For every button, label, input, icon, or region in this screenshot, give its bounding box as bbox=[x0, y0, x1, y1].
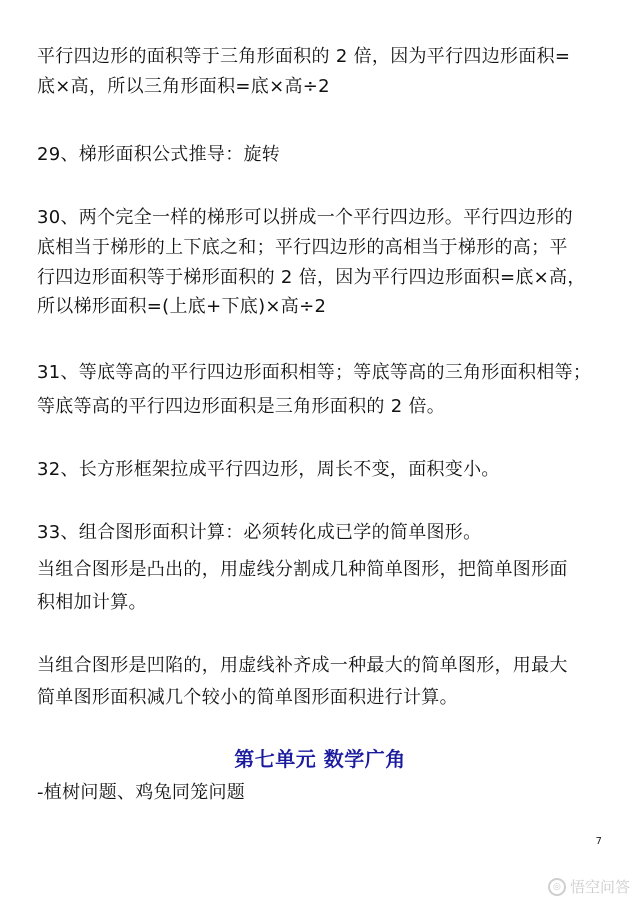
text-line: 简单图形面积减几个较小的简单图形面积进行计算。 bbox=[37, 687, 458, 708]
section-33: 33、组合图形面积计算：必须转化成已学的简单图形。 bbox=[37, 522, 482, 543]
text-line: 当组合图形是凸出的，用虚线分割成几种简单图形，把简单图形面 bbox=[37, 559, 568, 580]
speech-bubble-icon: ◎ bbox=[548, 878, 566, 896]
section-32: 32、长方形框架拉成平行四边形，周长不变，面积变小。 bbox=[37, 459, 500, 480]
watermark bbox=[548, 876, 630, 897]
section-30: 30、两个完全一样的梯形可以拼成一个平行四边形。平行四边形的 bbox=[37, 207, 573, 228]
text-line: 底×高，所以三角形面积=底×高÷2 bbox=[37, 76, 330, 97]
section-29: 29、梯形面积公式推导：旋转 bbox=[37, 144, 281, 165]
watermark-text: 悟空问答 bbox=[569, 878, 630, 896]
text-line: 平行四边形的面积等于三角形面积的 2 倍，因为平行四边形面积= bbox=[37, 46, 571, 67]
page-number: 7 bbox=[595, 836, 602, 847]
unit-heading: 第七单元 数学广角 bbox=[234, 747, 406, 771]
subtopic: -植树问题、鸡兔同笼问题 bbox=[37, 782, 246, 803]
text-line: 等底等高的平行四边形面积是三角形面积的 2 倍。 bbox=[37, 396, 446, 417]
section-31: 31、等底等高的平行四边形面积相等；等底等高的三角形面积相等； bbox=[37, 362, 592, 383]
text-line: 所以梯形面积=(上底+下底)×高÷2 bbox=[37, 296, 327, 317]
text-line: 当组合图形是凹陷的，用虚线补齐成一种最大的简单图形，用最大 bbox=[37, 655, 568, 676]
text-line: 积相加计算。 bbox=[37, 592, 147, 613]
text-line: 行四边形面积等于梯形面积的 2 倍，因为平行四边形面积=底×高， bbox=[37, 267, 586, 288]
text-line: 底相当于梯形的上下底之和；平行四边形的高相当于梯形的高；平 bbox=[37, 237, 568, 258]
